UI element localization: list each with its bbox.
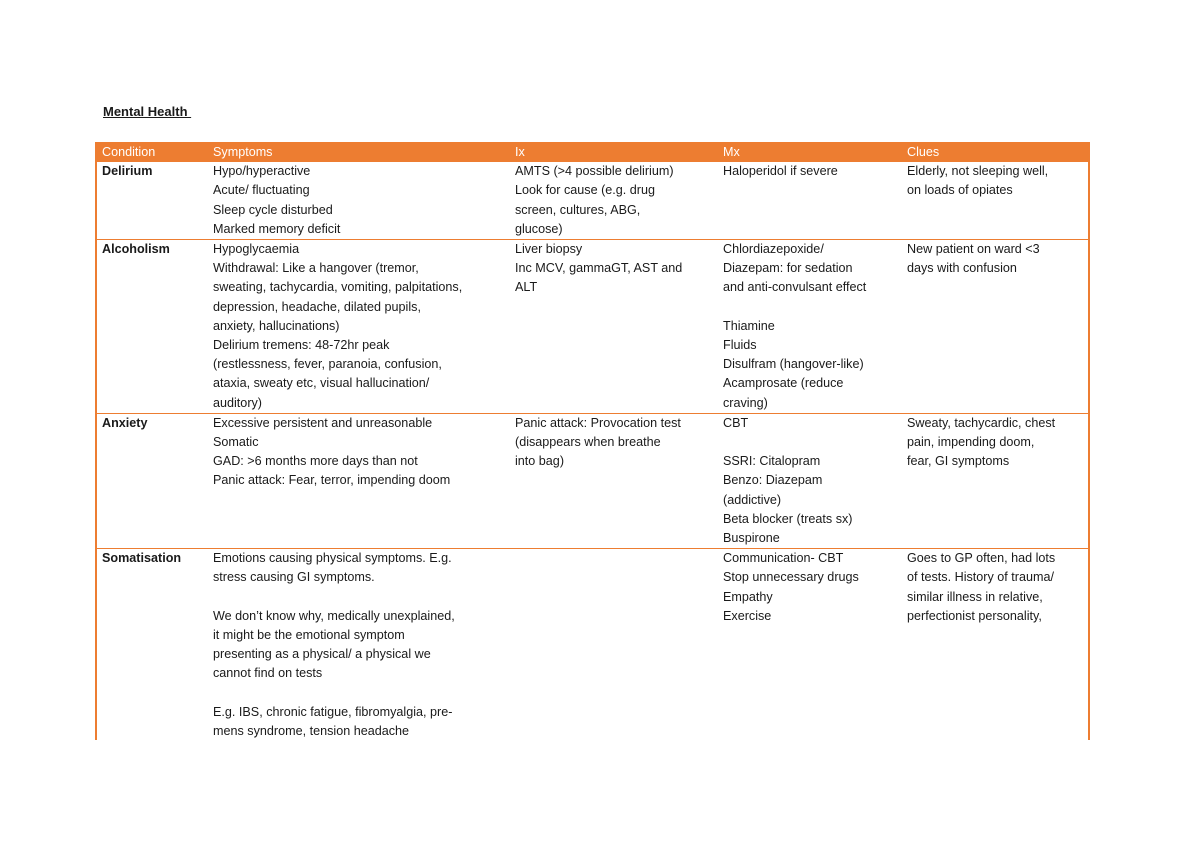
symptoms-line: Excessive persistent and unreasonable bbox=[213, 415, 433, 430]
mx-line: Fluids bbox=[723, 338, 757, 353]
symptoms-line: Withdrawal: Like a hangover (tremor, bbox=[213, 261, 419, 276]
header-symptoms: Symptoms bbox=[213, 145, 273, 159]
condition-cell: Delirium bbox=[95, 162, 206, 239]
ix-line: Inc MCV, gammaGT, AST and bbox=[515, 261, 683, 276]
mx-line: Buspirone bbox=[723, 531, 780, 546]
mx-line: Diazepam: for sedation bbox=[723, 261, 853, 276]
ix-line: ALT bbox=[515, 280, 538, 295]
clues-line: on loads of opiates bbox=[907, 183, 1013, 198]
conditions-table bbox=[95, 142, 1090, 741]
symptoms-line: sweating, tachycardia, vomiting, palpitations, bbox=[213, 280, 463, 295]
symptoms-cell bbox=[206, 162, 508, 239]
clues-line: Goes to GP often, had lots bbox=[907, 551, 1056, 566]
mx-line: Exercise bbox=[723, 608, 772, 623]
symptoms-line: mens syndrome, tension headache bbox=[213, 724, 410, 739]
clues-line: fear, GI symptoms bbox=[907, 454, 1010, 469]
ix-line: into bag) bbox=[515, 454, 565, 469]
ix-line: AMTS (>4 possible delirium) bbox=[515, 164, 674, 179]
ix-line: glucose) bbox=[515, 221, 563, 236]
document-title: Mental Health bbox=[103, 104, 192, 119]
mx-line: Stop unnecessary drugs bbox=[723, 570, 859, 585]
symptoms-line: ataxia, sweaty etc, visual hallucination/ bbox=[213, 376, 430, 391]
mx-line: Beta blocker (treats sx) bbox=[723, 511, 853, 526]
mx-line bbox=[723, 433, 894, 452]
symptoms-line: GAD: >6 months more days than not bbox=[213, 454, 418, 469]
table-row bbox=[95, 240, 1090, 414]
ix-cell bbox=[508, 549, 716, 742]
clues-line: Sweaty, tachycardic, chest bbox=[907, 415, 1056, 430]
mx-line: craving) bbox=[723, 395, 768, 410]
clues-line: similar illness in relative, bbox=[907, 589, 1043, 604]
mx-line: SSRI: Citalopram bbox=[723, 454, 821, 469]
symptoms-cell bbox=[206, 240, 508, 414]
mx-line: Empathy bbox=[723, 589, 773, 604]
clues-cell bbox=[900, 413, 1090, 548]
header-clues: Clues bbox=[907, 145, 940, 159]
ix-cell bbox=[508, 240, 716, 414]
clues-cell bbox=[900, 240, 1090, 414]
mx-cell bbox=[716, 549, 900, 742]
clues-cell bbox=[900, 162, 1090, 239]
ix-line: screen, cultures, ABG, bbox=[515, 202, 641, 217]
symptoms-line: Emotions causing physical symptoms. E.g. bbox=[213, 551, 452, 566]
symptoms-line: Sleep cycle disturbed bbox=[213, 202, 333, 217]
symptoms-line: Somatic bbox=[213, 435, 259, 450]
symptoms-line bbox=[213, 684, 502, 703]
clues-line: days with confusion bbox=[907, 261, 1017, 276]
table-header-row bbox=[95, 142, 1090, 162]
symptoms-line: stress causing GI symptoms. bbox=[213, 570, 375, 585]
symptoms-cell bbox=[206, 413, 508, 548]
condition-cell: Alcoholism bbox=[95, 240, 206, 414]
symptoms-cell bbox=[206, 549, 508, 742]
clues-cell bbox=[900, 549, 1090, 742]
condition-cell: Somatisation bbox=[102, 551, 182, 566]
header-ix: Ix bbox=[515, 145, 525, 159]
symptoms-line: (restlessness, fever, paranoia, confusion, bbox=[213, 357, 442, 372]
symptoms-line: Acute/ fluctuating bbox=[213, 183, 310, 198]
mx-line: Communication- CBT bbox=[723, 551, 844, 566]
symptoms-line bbox=[213, 588, 502, 607]
clues-line: perfectionist personality, bbox=[907, 608, 1042, 623]
symptoms-line: it might be the emotional symptom bbox=[213, 628, 405, 643]
clues-line: Elderly, not sleeping well, bbox=[907, 164, 1049, 179]
symptoms-line: anxiety, hallucinations) bbox=[213, 318, 340, 333]
table-body bbox=[95, 162, 1090, 741]
clues-line: of tests. History of trauma/ bbox=[907, 570, 1054, 585]
ix-line: Panic attack: Provocation test bbox=[515, 415, 681, 430]
mx-line: Benzo: Diazepam bbox=[723, 473, 823, 488]
symptoms-line: Marked memory deficit bbox=[213, 221, 341, 236]
symptoms-line: E.g. IBS, chronic fatigue, fibromyalgia, pre- bbox=[213, 704, 453, 719]
table-row bbox=[95, 413, 1090, 548]
header-mx: Mx bbox=[723, 145, 740, 159]
ix-line: (disappears when breathe bbox=[515, 435, 661, 450]
mx-cell bbox=[716, 413, 900, 548]
mx-cell bbox=[716, 240, 900, 414]
symptoms-line: depression, headache, dilated pupils, bbox=[213, 299, 421, 314]
symptoms-line: Panic attack: Fear, terror, impending doom bbox=[213, 473, 451, 488]
symptoms-line: Hypoglycaemia bbox=[213, 242, 300, 257]
table-row bbox=[95, 162, 1090, 239]
symptoms-line: auditory) bbox=[213, 395, 262, 410]
mx-line: Acamprosate (reduce bbox=[723, 376, 844, 391]
ix-line: Look for cause (e.g. drug bbox=[515, 183, 656, 198]
mx-line bbox=[723, 298, 894, 317]
mx-line: Chlordiazepoxide/ bbox=[723, 242, 824, 257]
mx-line: Haloperidol if severe bbox=[723, 164, 838, 179]
ix-cell bbox=[508, 413, 716, 548]
mx-line: CBT bbox=[723, 415, 749, 430]
ix-cell bbox=[508, 162, 716, 239]
ix-line: Liver biopsy bbox=[515, 242, 583, 257]
mx-cell bbox=[716, 162, 900, 239]
symptoms-line: presenting as a physical/ a physical we bbox=[213, 647, 431, 662]
mx-line: Thiamine bbox=[723, 318, 775, 333]
clues-line: New patient on ward <3 bbox=[907, 242, 1040, 257]
header-condition: Condition bbox=[102, 145, 156, 159]
symptoms-line: Hypo/hyperactive bbox=[213, 164, 311, 179]
symptoms-line: cannot find on tests bbox=[213, 666, 323, 681]
mx-line: (addictive) bbox=[723, 492, 782, 507]
mx-line: Disulfram (hangover-like) bbox=[723, 357, 864, 372]
table-row bbox=[95, 549, 1090, 742]
symptoms-line: We don’t know why, medically unexplained, bbox=[213, 608, 455, 623]
symptoms-line: Delirium tremens: 48-72hr peak bbox=[213, 338, 390, 353]
condition-cell: Anxiety bbox=[95, 413, 206, 548]
mx-line: and anti-convulsant effect bbox=[723, 280, 867, 295]
clues-line: pain, impending doom, bbox=[907, 435, 1035, 450]
